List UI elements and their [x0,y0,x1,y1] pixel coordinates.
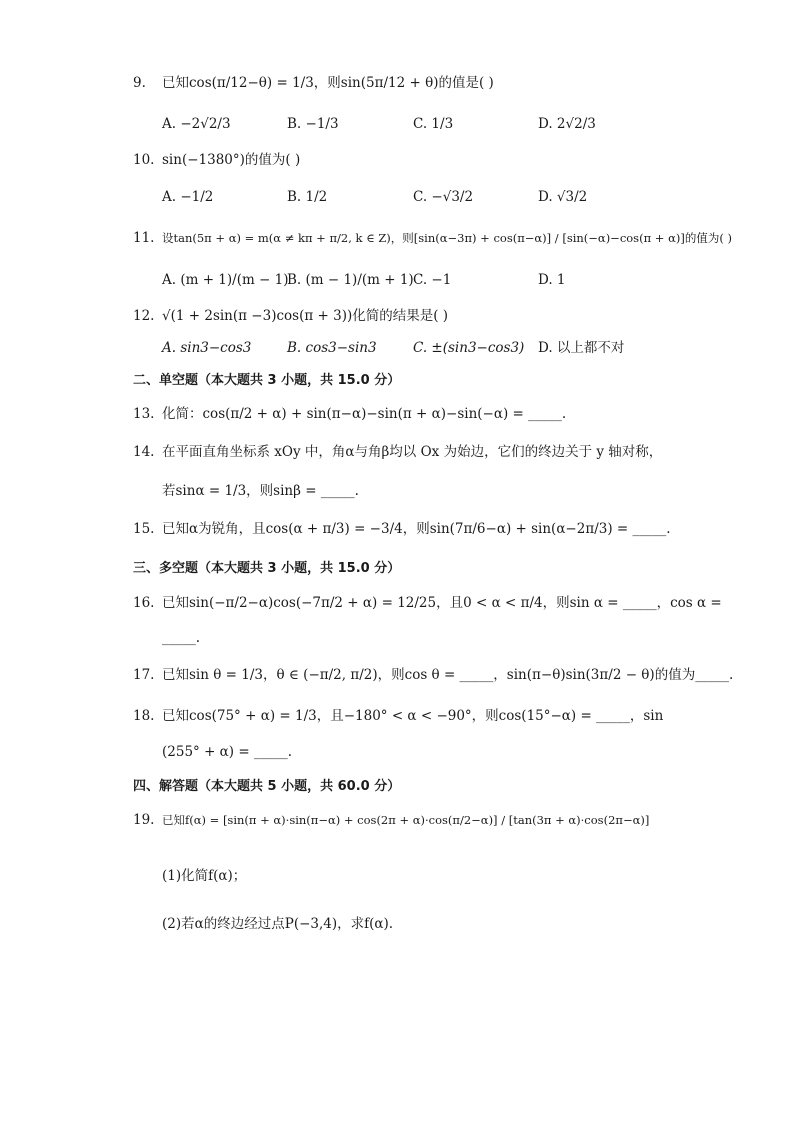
subquestion-1: (1)化简f(α)； [162,868,247,884]
question-text: 已知cos(75° + α) = 1/3，且−180° < α < −90°，则cos(15°−α) = _____，sin [162,708,664,724]
question-text: 设tan(5π + α) = m(α ≠ kπ + π/2, k ∈ Z)，则[sin(α−3π) + cos(π−α)] / [sin(−α)−cos(π + α)]的值为( ) [162,231,732,245]
question-number: 10. [133,152,155,168]
question-text-continued: (255° + α) = _____. [162,744,292,760]
question-text-continued: 若sinα = 1/3，则sinβ = _____. [162,483,359,499]
question-text: 已知α为锐角，且cos(α + π/3) = −3/4，则sin(7π/6−α) + sin(α−2π/3) = _____. [162,521,671,537]
question-text: sin(−1380°)的值为( ) [162,152,301,168]
question-number: 18. [133,708,155,724]
question-text: 已知f(α) = [sin(π + α)·sin(π−α) + cos(2π + α)·cos(π/2−α)] / [tan(3π + α)·cos(2π−α)] [162,813,650,827]
option-c: C. 1/3 [413,116,454,132]
option-d: D. 2√2/3 [538,116,596,132]
question-text: 在平面直角坐标系 xOy 中，角α与角β均以 Ox 为始边，它们的终边关于 y 轴对称， [162,444,663,460]
question-text: 化简：cos(π/2 + α) + sin(π−α)−sin(π + α)−sin(−α) = _____. [162,406,567,422]
question-number: 17. [133,667,155,683]
option-b: B. cos3−sin3 [287,340,377,356]
question-text: 已知sin θ = 1/3，θ ∈ (−π/2, π/2)，则cos θ = _____，sin(π−θ)sin(3π/2 − θ)的值为_____. [162,667,734,683]
subquestion-2: (2)若α的终边经过点P(−3,4)，求f(α). [162,916,394,932]
question-text: √(1 + 2sin(π −3)cos(π + 3))化简的结果是( ) [162,308,449,324]
option-c: C. ±(sin3−cos3) [413,340,525,356]
question-number: 19. [133,812,155,828]
option-a: A. −2√2/3 [162,116,231,132]
option-b: B. (m − 1)/(m + 1) [287,272,414,288]
option-b: B. −1/3 [287,116,339,132]
section-heading: 二、单空题（本大题共 3 小题，共 15.0 分） [133,373,401,388]
option-b: B. 1/2 [287,189,328,205]
question-number: 9. [133,75,146,91]
question-number: 11. [133,230,155,246]
question-number: 12. [133,308,155,324]
question-number: 13. [133,406,155,422]
option-a: A. (m + 1)/(m − 1) [162,272,289,288]
section-heading: 三、多空题（本大题共 3 小题，共 15.0 分） [133,561,401,576]
question-number: 16. [133,595,155,611]
question-text: 已知cos(π/12−θ) = 1/3，则sin(5π/12 + θ)的值是( ) [162,75,494,91]
question-number: 15. [133,521,155,537]
question-text-continued: _____. [162,630,201,646]
option-c: C. −√3/2 [413,189,474,205]
question-number: 14. [133,444,155,460]
section-heading: 四、解答题（本大题共 5 小题，共 60.0 分） [133,779,401,794]
option-d: D. 1 [538,272,566,288]
option-c: C. −1 [413,272,452,288]
option-a: A. sin3−cos3 [162,340,252,356]
option-d: D. √3/2 [538,189,588,205]
question-text: 已知sin(−π/2−α)cos(−7π/2 + α) = 12/25，且0 < α < π/4，则sin α = _____，cos α = [162,595,722,611]
option-d: D. 以上都不对 [538,340,625,356]
option-a: A. −1/2 [162,189,214,205]
